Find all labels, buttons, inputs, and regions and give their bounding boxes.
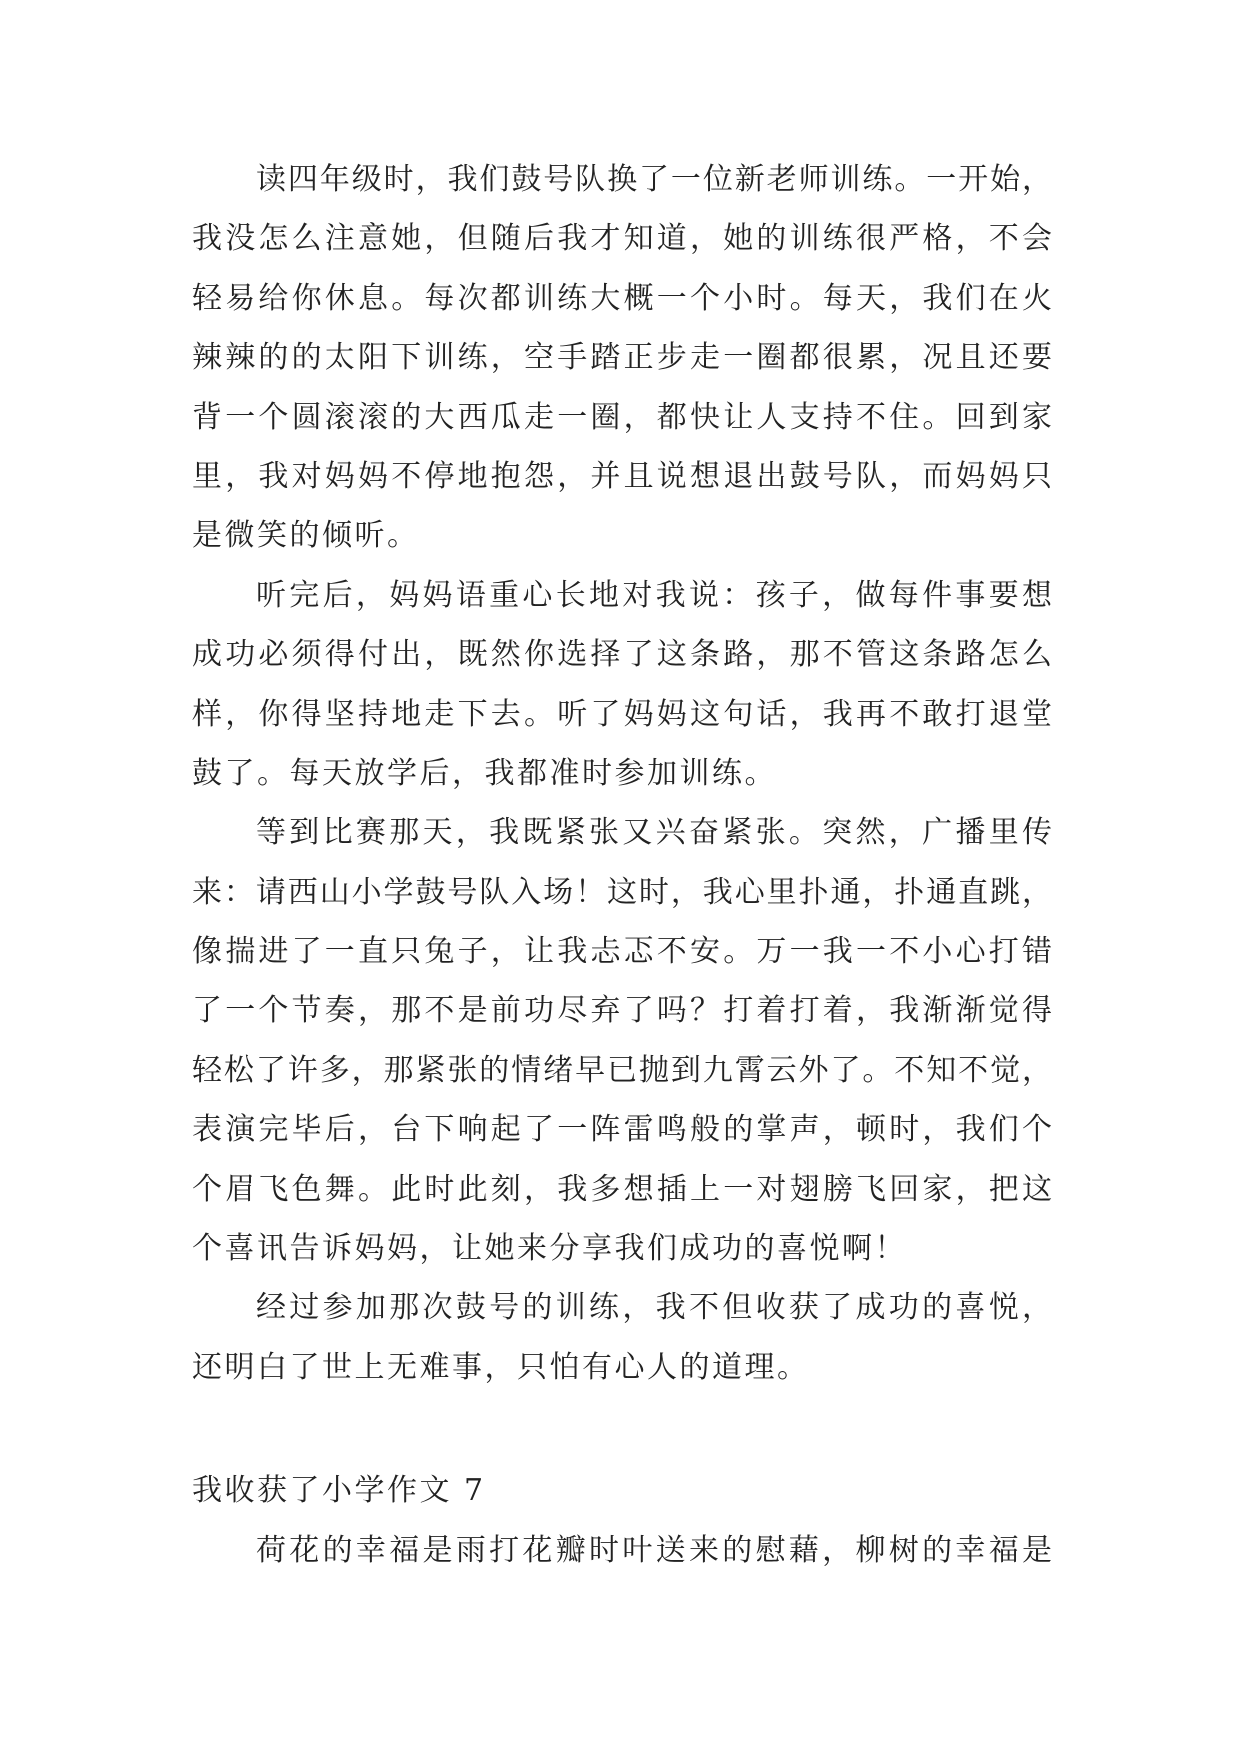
paragraph-5	[192, 1521, 1052, 1580]
paragraph-line: 鼓了。每天放学后，我都准时参加训练。	[192, 755, 777, 791]
paragraph-line: 听完后，妈妈语重心长地对我说：孩子，做每件事要想	[256, 577, 1052, 613]
paragraph-1	[192, 150, 1052, 566]
paragraph-line: 我没怎么注意她，但随后我才知道，她的训练很严格，不会	[192, 221, 1052, 257]
paragraph-3	[192, 803, 1052, 1278]
paragraph-line: 辣辣的的太阳下训练，空手踏正步走一圈都很累，况且还要	[192, 340, 1052, 376]
paragraph-line: 等到比赛那天，我既紧张又兴奋紧张。突然，广播里传	[256, 815, 1052, 851]
paragraph-line: 读四年级时，我们鼓号队换了一位新老师训练。一开始，	[256, 162, 1052, 197]
paragraph-line: 了一个节奏，那不是前功尽弃了吗？打着打着，我渐渐觉得	[192, 993, 1052, 1029]
paragraph-2	[192, 566, 1052, 804]
paragraph-line: 轻易给你休息。每次都训练大概一个小时。每天，我们在火	[192, 280, 1052, 316]
paragraph-line: 成功必须得付出，既然你选择了这条路，那不管这条路怎么	[192, 637, 1052, 673]
section-heading: 我收获了小学作文 7	[192, 1473, 486, 1509]
paragraph-line: 表演完毕后，台下响起了一阵雷鸣般的掌声，顿时，我们个	[192, 1112, 1052, 1148]
paragraph-line: 是微笑的倾听。	[192, 518, 420, 554]
paragraph-4	[192, 1278, 1052, 1397]
paragraph-line: 荷花的幸福是雨打花瓣时叶送来的慰藉，柳树的幸福是	[256, 1532, 1052, 1568]
paragraph-line: 轻松了许多，那紧张的情绪早已抛到九霄云外了。不知不觉，	[192, 1052, 1052, 1088]
paragraph-line: 样，你得坚持地走下去。听了妈妈这句话，我再不敢打退堂	[192, 696, 1052, 732]
paragraph-line: 像揣进了一直只兔子，让我忐忑不安。万一我一不小心打错	[192, 934, 1052, 970]
paragraph-line: 个眉飞色舞。此时此刻，我多想插上一对翅膀飞回家，把这	[192, 1171, 1052, 1207]
paragraph-line: 背一个圆滚滚的大西瓜走一圈，都快让人支持不住。回到家	[192, 399, 1052, 435]
paragraph-line: 里，我对妈妈不停地抱怨，并且说想退出鼓号队，而妈妈只	[192, 458, 1052, 494]
document-body	[192, 150, 1052, 1580]
paragraph-line: 个喜讯告诉妈妈，让她来分享我们成功的喜悦啊！	[192, 1231, 907, 1267]
paragraph-line: 来：请西山小学鼓号队入场！这时，我心里扑通，扑通直跳，	[192, 874, 1052, 910]
paragraph-line: 还明白了世上无难事，只怕有心人的道理。	[192, 1349, 810, 1385]
paragraph-line: 经过参加那次鼓号的训练，我不但收获了成功的喜悦，	[256, 1290, 1052, 1326]
